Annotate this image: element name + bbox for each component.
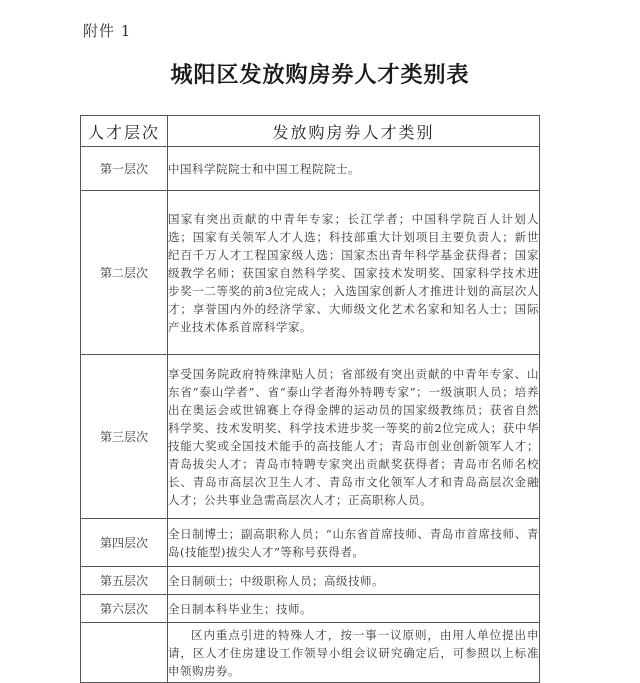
row-description: 全日制硕士；中级职称人员；高级技师。: [168, 567, 540, 595]
row-level: 第二层次: [81, 191, 168, 355]
table-row: [81, 147, 540, 191]
page-title: 城阳区发放购房券人才类别表: [170, 63, 470, 88]
table-row: [81, 519, 540, 567]
row-level: 第四层次: [81, 519, 168, 567]
table-row: [81, 191, 540, 355]
header-talent-level: 人才层次: [81, 116, 168, 147]
table-row: [81, 595, 540, 623]
row-level: 第一层次: [81, 147, 168, 191]
table-header-row: [81, 116, 540, 147]
row-level: [81, 623, 168, 683]
table-row: [81, 567, 540, 595]
row-description: 享受国务院政府特殊津贴人员；省部级有突出贡献的中青年专家、山东省“泰山学者”、省“泰山学者海外特聘专家”；一级演职人员；培养出在奥运会或世锦赛上夺得金牌的运动员的国家级教练员；获省自然科学奖、技术发明奖、科学技术进步奖一等奖的前2位完成人；获中华技能大奖或全国技术能手的高技能人才；青岛市创业创新领军人才；青岛拔尖人才；青岛市特聘专家突出贡献奖获得者；青岛市名师名校长、青岛市高层次卫生人才、青岛市文化领军人才和青岛高层次金融人才；公共事业急需高层次人才；正高职称人员。: [168, 355, 540, 519]
row-level: 第六层次: [81, 595, 168, 623]
row-description: 区内重点引进的特殊人才，按一事一议原则，由用人单位提出申请，区人才住房建设工作领导小组会议研究确定后，可参照以上标准申领购房券。: [168, 623, 540, 683]
row-description: 中国科学院院士和中国工程院院士。: [168, 147, 540, 191]
row-description: 国家有突出贡献的中青年专家；长江学者；中国科学院百人计划人选；国家有关领军人才人选；科技部重大计划项目主要负责人；新世纪百千万人才工程国家级人选；国家杰出青年科学基金获得者；国家级教学名师；获国家自然科学奖、国家技术发明奖、国家科学技术进步奖一二等奖的前3位完成人；入选国家创新人才推进计划的高层次人才；享誉国内外的经济学家、大师级文化艺术名家和知名人士；国际产业技术体系首席科学家。: [168, 191, 540, 355]
row-level: 第三层次: [81, 355, 168, 519]
table-row: [81, 355, 540, 519]
talent-category-table: [80, 115, 540, 683]
row-description: 全日制博士；副高职称人员；“山东省首席技师、青岛市首席技师、青岛(技能型)拔尖人才”等称号获得者。: [168, 519, 540, 567]
table-row: [81, 623, 540, 683]
header-talent-category: 发放购房券人才类别: [168, 116, 540, 147]
row-description: 全日制本科毕业生；技师。: [168, 595, 540, 623]
row-level: 第五层次: [81, 567, 168, 595]
attachment-label: 附件 1: [83, 22, 132, 40]
